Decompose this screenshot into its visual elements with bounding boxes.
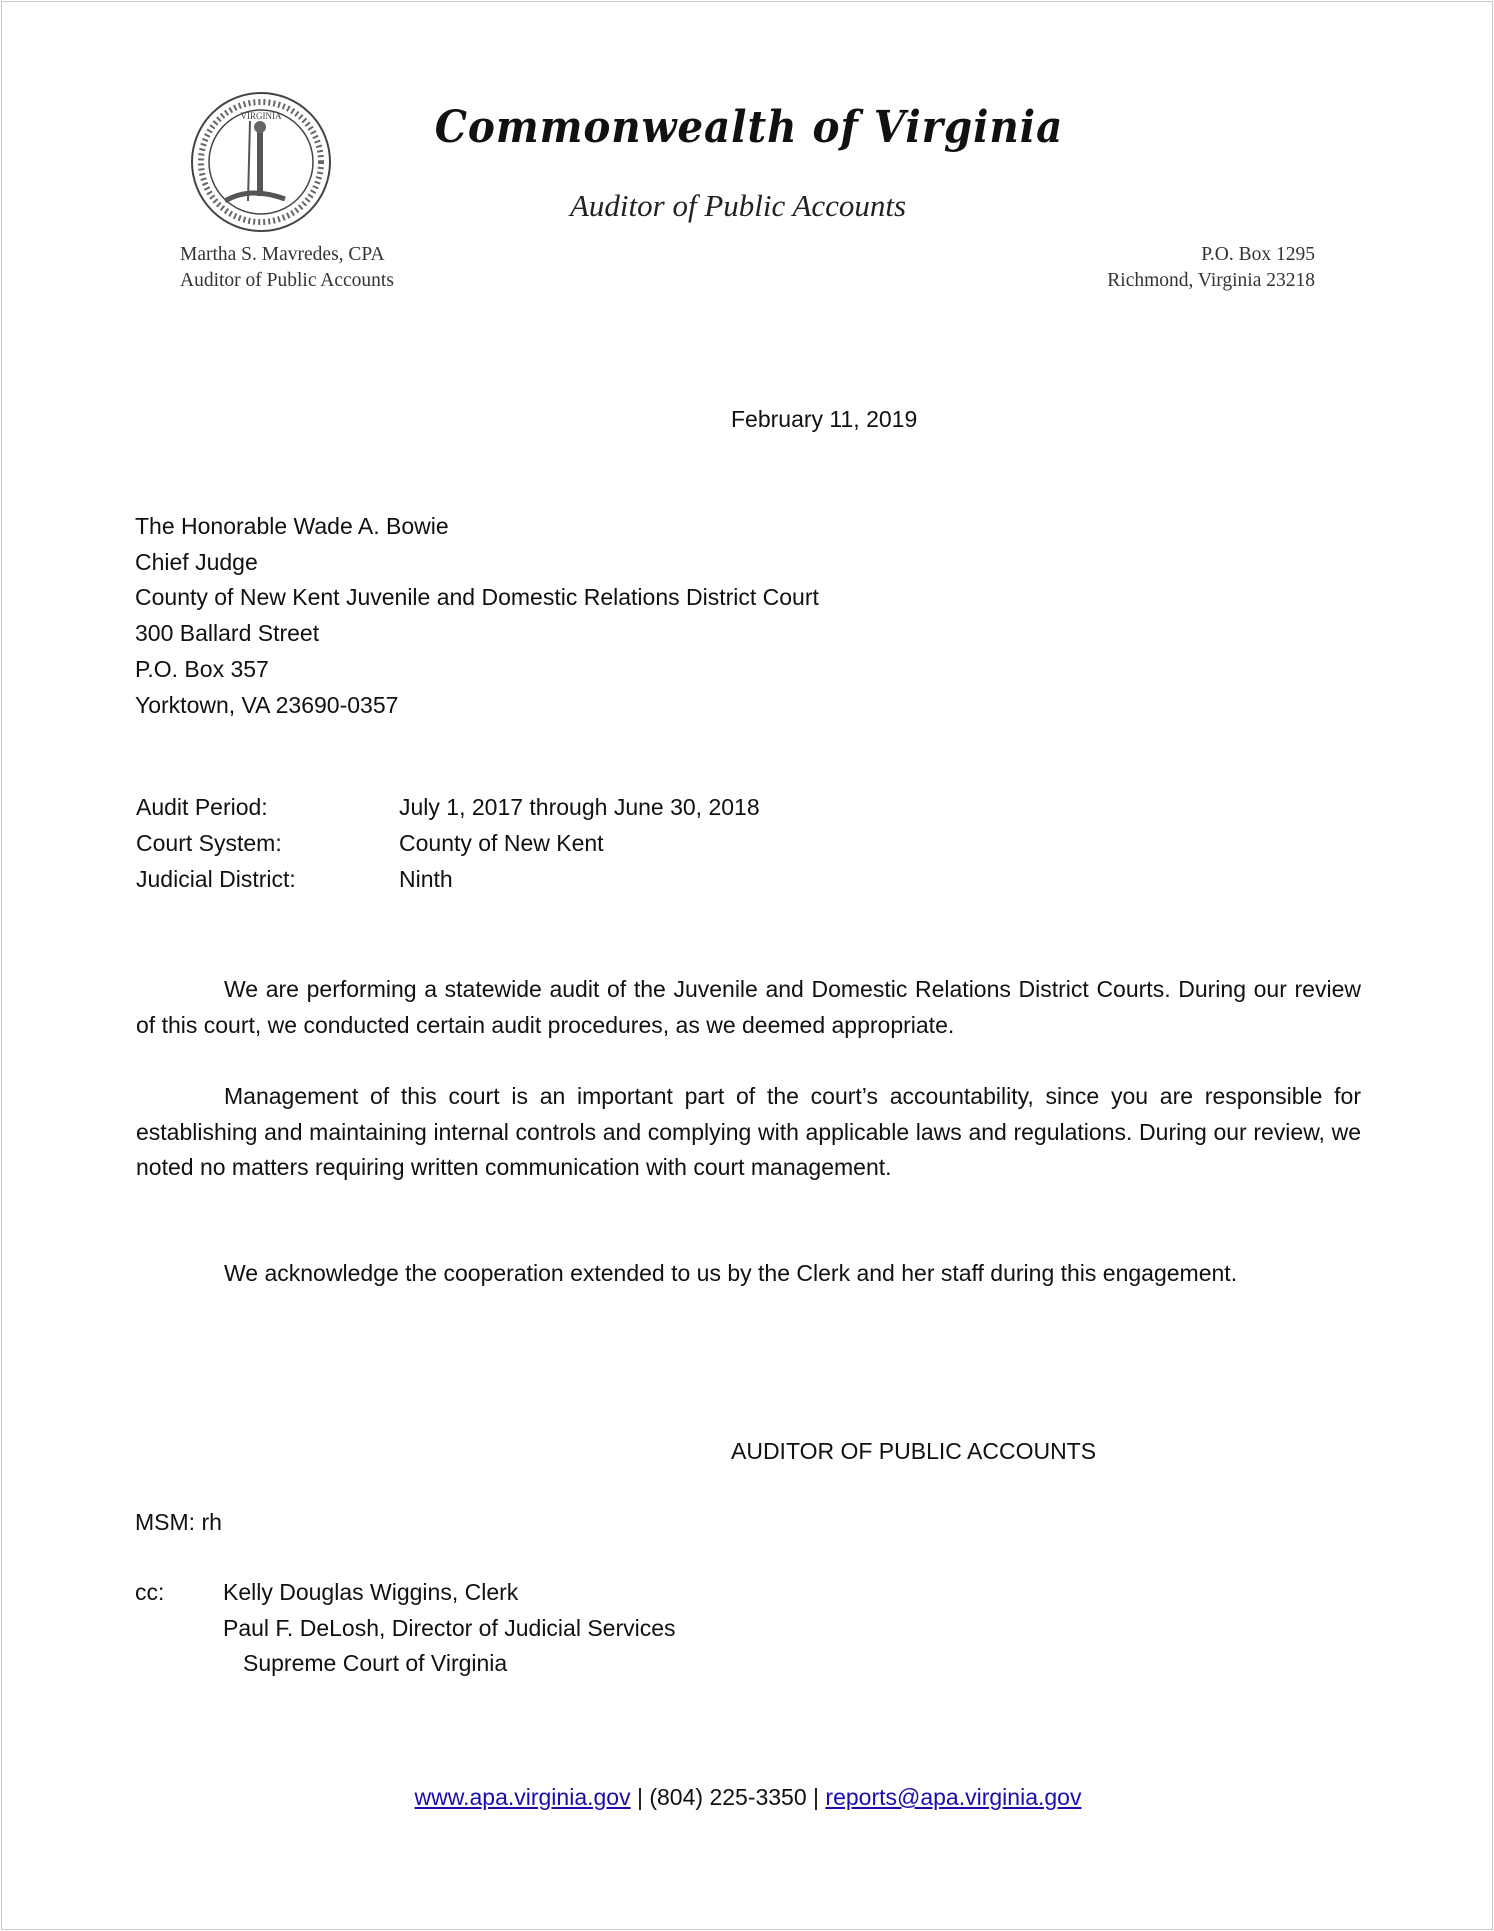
- paragraph-text: We are performing a statewide audit of the Juvenile and Domestic Relations District Courts. During our review of this court, we conducted certain audit procedures, as we deemed appropriate.: [136, 976, 1361, 1038]
- detail-value: July 1, 2017 through June 30, 2018: [399, 794, 760, 820]
- detail-value: Ninth: [399, 866, 453, 892]
- cc-recipient: Supreme Court of Virginia: [243, 1650, 508, 1677]
- footer: [2, 1780, 1494, 1816]
- letterhead-title: Commonwealth of Virginia: [434, 102, 1064, 153]
- paragraph-2: [136, 1079, 1361, 1186]
- cc-label: cc:: [135, 1579, 165, 1605]
- detail-label: Court System:: [136, 830, 282, 856]
- separator: |: [806, 1784, 826, 1810]
- recipient-address: [135, 509, 819, 723]
- detail-row-court-system: [136, 830, 604, 857]
- auditor-title: Auditor of Public Accounts: [180, 270, 394, 291]
- detail-value: County of New Kent: [399, 830, 604, 856]
- paragraph-3: [136, 1256, 1361, 1292]
- cc-recipient: Paul F. DeLosh, Director of Judicial Services: [223, 1614, 676, 1641]
- signature-block: AUDITOR OF PUBLIC ACCOUNTS: [731, 1438, 1097, 1464]
- letter-date: February 11, 2019: [731, 406, 918, 432]
- letterhead-subtitle: Auditor of Public Accounts: [570, 188, 907, 223]
- separator: |: [630, 1784, 650, 1810]
- paragraph-1: [136, 972, 1361, 1043]
- auditor-name-block: [180, 242, 394, 294]
- auditor-name: Martha S. Mavredes, CPA: [180, 244, 385, 265]
- mailing-address-block: [1107, 242, 1315, 294]
- recipient-line: P.O. Box 357: [135, 655, 269, 682]
- initials: MSM: rh: [135, 1509, 222, 1535]
- city-state-zip: Richmond, Virginia 23218: [1107, 270, 1315, 291]
- detail-label: Judicial District:: [136, 866, 296, 892]
- recipient-line: County of New Kent Juvenile and Domestic Relations District Court: [135, 584, 819, 611]
- paragraph-text: We acknowledge the cooperation extended to us by the Clerk and her staff during this engagement.: [224, 1260, 1238, 1286]
- svg-text:VIRGINIA: VIRGINIA: [240, 111, 282, 121]
- po-box: P.O. Box 1295: [1201, 244, 1315, 265]
- letter-page: [1, 1, 1493, 1930]
- recipient-line: 300 Ballard Street: [135, 620, 320, 647]
- recipient-line: The Honorable Wade A. Bowie: [135, 513, 449, 539]
- detail-row-judicial-district: [136, 866, 453, 893]
- email-link[interactable]: reports@apa.virginia.gov: [825, 1784, 1082, 1810]
- recipient-line: Chief Judge: [135, 548, 258, 575]
- recipient-line: Yorktown, VA 23690-0357: [135, 691, 399, 718]
- cc-recipient: Kelly Douglas Wiggins, Clerk: [223, 1579, 519, 1605]
- cc-list: [223, 1575, 676, 1682]
- detail-row-audit-period: [136, 794, 760, 821]
- website-link[interactable]: www.apa.virginia.gov: [414, 1784, 631, 1810]
- detail-label: Audit Period:: [136, 794, 268, 820]
- phone-number: (804) 225-3350: [649, 1784, 807, 1810]
- paragraph-text: Management of this court is an important part of the court’s accountability, since you are responsible for establishing and maintaining internal controls and complying with applicable laws and regulations. During our review, we noted no matters requiring written communication with court management.: [136, 1083, 1361, 1181]
